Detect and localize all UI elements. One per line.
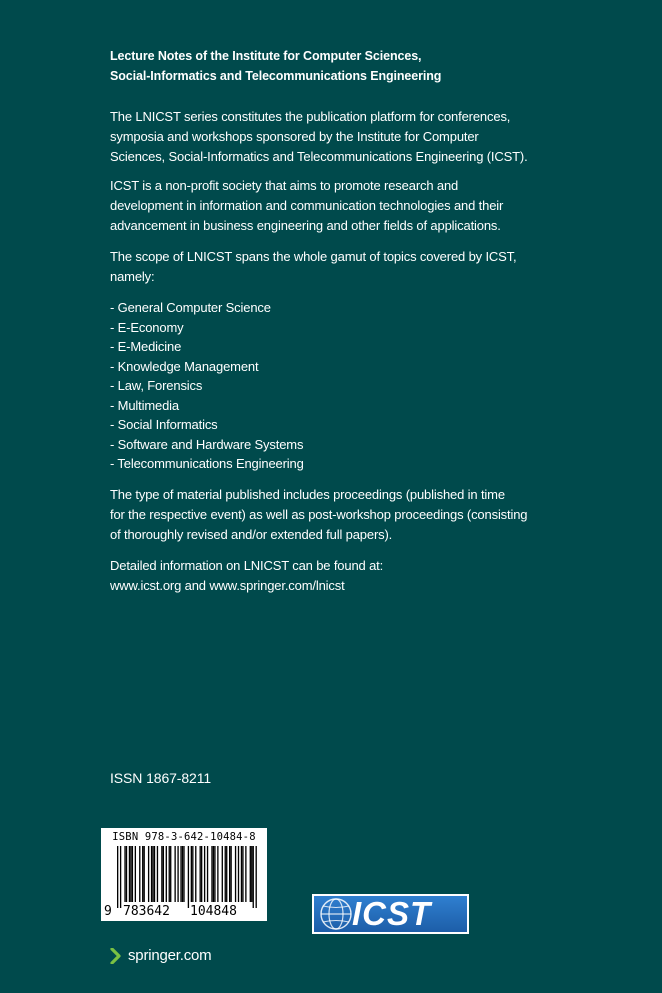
barcode-bar — [166, 846, 167, 902]
isbn-text: ISBN 978-3-642-10484-8 — [112, 831, 256, 843]
icst-logo-panel — [314, 896, 467, 932]
material-line-3: of thoroughly revised and/or extended full papers). — [110, 526, 393, 542]
barcode-bar — [170, 846, 171, 902]
material-paragraph — [110, 485, 630, 545]
topics-list — [110, 298, 630, 474]
list-item: - Law, Forensics — [110, 378, 203, 393]
barcode-bar — [217, 846, 218, 902]
list-item: - Multimedia — [110, 397, 179, 413]
scope-line-1: The scope of LNICST spans the whole gamut of topics covered by ICST, — [110, 249, 517, 264]
barcode-bar — [152, 846, 153, 902]
barcode-bar — [211, 846, 212, 902]
issn-number: ISSN 1867-8211 — [110, 770, 212, 786]
barcode-bar — [241, 846, 242, 902]
barcode-bar — [132, 846, 133, 902]
barcode-bar — [207, 846, 208, 902]
icst-logo — [312, 894, 469, 934]
barcode-bar — [238, 846, 239, 902]
barcode-bar — [226, 846, 227, 902]
barcode-bar — [177, 846, 178, 902]
material-line-1: The type of material published includes proceedings (published in time — [110, 486, 505, 502]
list-item: - Telecommunications Engineering — [110, 456, 304, 471]
barcode-bar — [161, 846, 162, 902]
ean-right-group: 104848 — [190, 904, 237, 919]
barcode-bar — [157, 846, 158, 902]
intro-paragraph — [110, 107, 630, 167]
list-item: - General Computer Science — [110, 300, 271, 315]
barcode-bar — [225, 846, 226, 902]
barcode-bar — [188, 846, 189, 908]
barcode-bar — [120, 846, 121, 908]
barcode-bar — [142, 846, 143, 902]
barcode-bar — [139, 846, 140, 902]
globe-icon — [316, 896, 356, 932]
barcode-bar — [129, 846, 130, 902]
barcode-bar — [242, 846, 243, 902]
barcode-bar — [180, 846, 181, 902]
chevron-right-icon — [110, 948, 122, 964]
info-line-1: Detailed information on LNICST can be found at: — [110, 557, 384, 573]
list-item: - Software and Hardware Systems — [110, 436, 304, 452]
barcode-bar — [201, 846, 202, 902]
barcode-bar — [192, 846, 193, 902]
barcode-bar — [195, 846, 196, 902]
list-item: - E-Medicine — [110, 339, 182, 354]
scope-paragraph — [110, 247, 630, 287]
scope-line-2: namely: — [110, 269, 155, 284]
barcode-bar — [256, 846, 257, 908]
barcode-bar — [245, 846, 246, 902]
ean-first-digit: 9 — [104, 904, 112, 919]
list-item: - Knowledge Management — [110, 358, 259, 374]
barcode-bar — [251, 846, 252, 902]
info-paragraph — [110, 556, 630, 596]
barcode-bar — [182, 846, 183, 902]
icst-line-2: development in information and communication technologies and their — [110, 198, 504, 213]
intro-line-1: The LNICST series constitutes the publication platform for conferences, — [110, 109, 511, 124]
barcode-bar — [204, 846, 205, 902]
isbn-barcode — [101, 828, 267, 921]
barcode-bar — [148, 846, 149, 902]
barcode-bar — [163, 846, 164, 902]
info-line-2: www.icst.org and www.springer.com/lnicst — [110, 577, 345, 593]
list-item: - Social Informatics — [110, 417, 218, 432]
barcode-bar — [222, 846, 223, 902]
barcode-bar — [235, 846, 236, 902]
springer-link-text[interactable]: springer.com — [128, 947, 212, 964]
intro-line-2: symposia and workshops sponsored by the Institute for Computer — [110, 129, 479, 144]
barcode-bar — [130, 846, 131, 902]
ean-digits — [101, 903, 267, 921]
list-item: - E-Economy — [110, 319, 184, 335]
barcode-bar — [214, 846, 215, 902]
icst-line-1: ICST is a non-profit society that aims to promote research and — [110, 178, 459, 193]
barcode-bar — [135, 846, 136, 902]
series-title — [110, 46, 630, 86]
barcode-bar — [229, 846, 230, 902]
barcode-bar — [151, 846, 152, 902]
series-title-line-2: Social-Informatics and Telecommunications Engineering — [110, 69, 442, 83]
barcode-bar — [144, 846, 145, 902]
barcode-bar — [117, 846, 118, 908]
barcode-bar — [183, 846, 184, 902]
series-title-line-1: Lecture Notes of the Institute for Computer Sciences, — [110, 49, 422, 63]
barcode-bars — [117, 846, 257, 908]
barcode-bar — [250, 846, 251, 902]
icst-line-3: advancement in business engineering and other fields of applications. — [110, 218, 501, 233]
barcode-bar — [230, 846, 231, 902]
barcode-bar — [213, 846, 214, 902]
barcode-bar — [154, 846, 155, 902]
ean-left-group: 783642 — [123, 904, 170, 919]
icst-description-paragraph — [110, 176, 630, 236]
barcode-bar — [200, 846, 201, 902]
barcode-bar — [253, 846, 254, 908]
barcode-bar — [191, 846, 192, 902]
intro-line-3: Sciences, Social-Informatics and Telecommunications Engineering (ICST). — [110, 149, 528, 164]
barcode-bar — [124, 846, 125, 902]
barcode-bar — [169, 846, 170, 902]
barcode-bar — [174, 846, 175, 902]
back-cover-text — [110, 46, 630, 596]
springer-link[interactable] — [110, 945, 211, 967]
icst-logo-text: ICST — [352, 896, 432, 932]
barcode-bar — [126, 846, 127, 902]
material-line-2: for the respective event) as well as post-workshop proceedings (consisting — [110, 506, 528, 522]
